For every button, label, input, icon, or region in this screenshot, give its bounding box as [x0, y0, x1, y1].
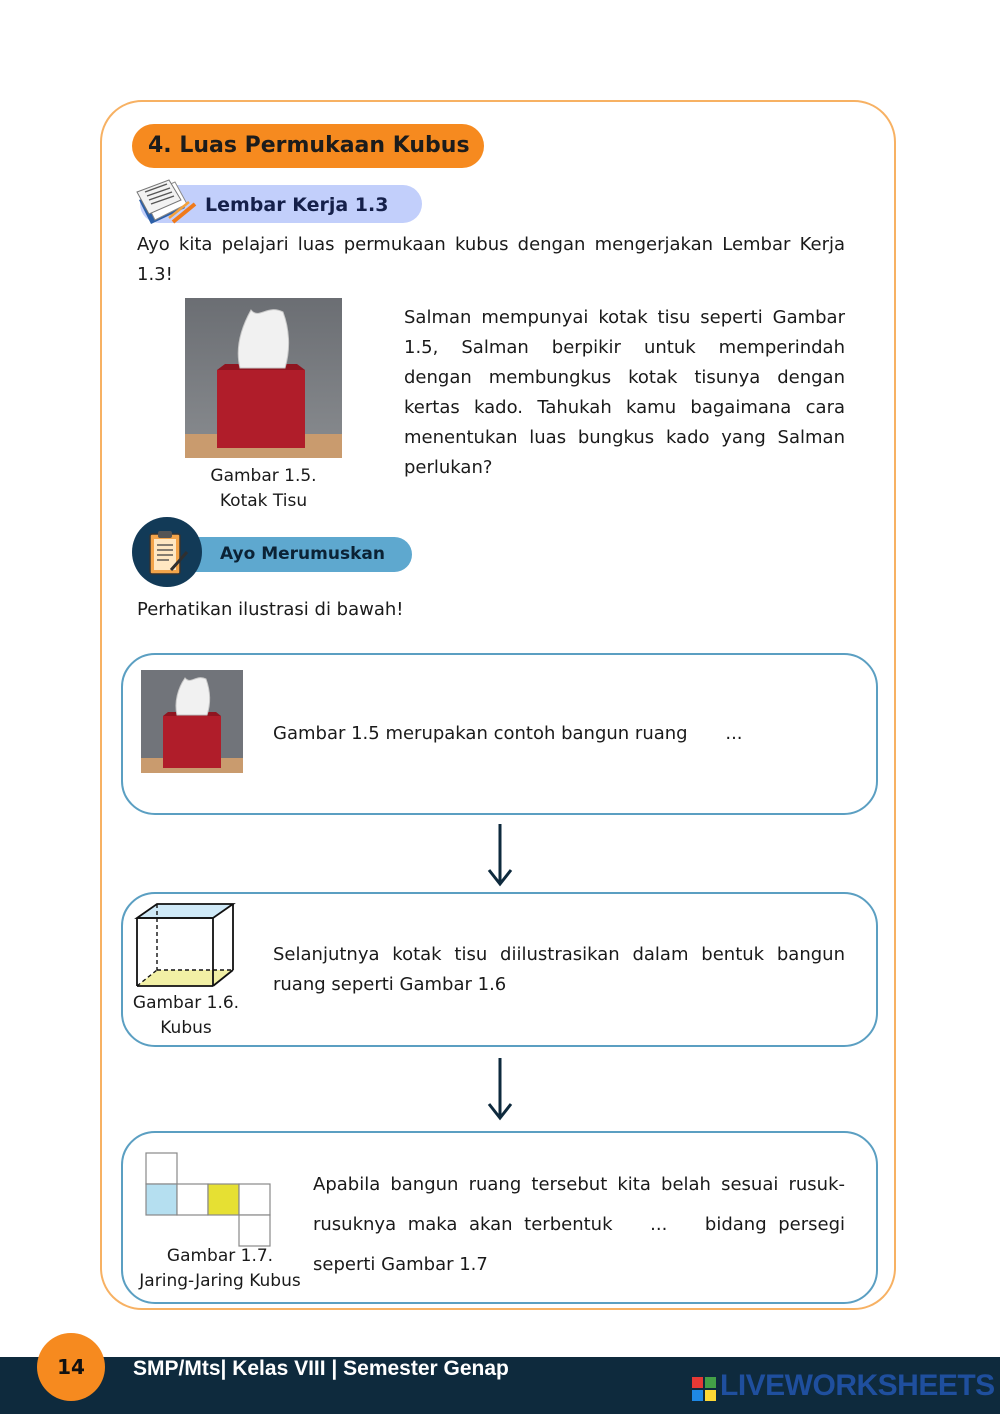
formulate-label: Ayo Merumuskan	[158, 537, 412, 572]
tissue-box-photo	[185, 298, 342, 458]
figure-1-7-caption	[136, 1244, 304, 1294]
cube-net-diagram	[145, 1152, 273, 1247]
worksheet-intro: Ayo kita pelajari luas permukaan kubus dengan mengerjakan Lembar Kerja 1.3!	[137, 234, 845, 285]
cube-diagram	[133, 900, 237, 992]
worksheet-label: Lembar Kerja 1.3	[140, 185, 422, 223]
step1-sentence	[273, 719, 743, 749]
tissue-box-thumbnail	[141, 670, 243, 773]
down-arrow-icon	[485, 1056, 515, 1126]
step2-text: Selanjutnya kotak tisu diilustrasikan dalam bentuk bangun ruang seperti Gambar 1.6	[273, 944, 845, 995]
figure-1-7-caption-line1: Gambar 1.7.	[166, 1246, 274, 1266]
figure-1-5-caption-line2: Kotak Tisu	[219, 491, 308, 511]
liveworksheets-brand[interactable]: LIVEWORKSHEETS	[720, 1369, 995, 1402]
step3-answer-blank[interactable]: ...	[650, 1214, 668, 1235]
step1-text: Gambar 1.5 merupakan contoh bangun ruang	[273, 723, 688, 744]
clipboard-icon	[145, 528, 191, 578]
figure-1-6-caption-line2: Kubus	[160, 1018, 212, 1038]
figure-1-7-caption-line2: Jaring-Jaring Kubus	[139, 1271, 301, 1291]
page-number: 14	[37, 1333, 105, 1401]
story-paragraph: Salman mempunyai kotak tisu seperti Gambar 1.5, Salman berpikir untuk memperindah dengan membungkus kotak tisunya dengan kertas kado. Tahukah kamu bagaimana cara menentukan luas bungkus kado yang Salman perlukan?	[404, 307, 845, 478]
section-title: 4. Luas Permukaan Kubus	[132, 124, 484, 168]
step3-text	[313, 1165, 845, 1285]
formulate-instruction: Perhatikan ilustrasi di bawah!	[137, 599, 404, 620]
step1-answer-blank[interactable]: ...	[725, 723, 743, 744]
figure-1-5-caption-line1: Gambar 1.5.	[210, 466, 317, 486]
footer-title: SMP/Mts| Kelas VIII | Semester Genap	[133, 1357, 509, 1380]
step3-text-before: Apabila bangun ruang tersebut kita belah sesuai rusuk-rusuknya maka akan terbentuk	[313, 1174, 845, 1235]
figure-1-6-caption	[128, 991, 244, 1041]
figure-1-5-caption	[185, 464, 342, 514]
figure-1-6-caption-line1: Gambar 1.6.	[132, 993, 240, 1013]
liveworksheets-logo-icon	[692, 1377, 716, 1401]
papers-icon	[133, 178, 199, 228]
step3-text-after: bidang persegi seperti Gambar 1.7	[313, 1214, 845, 1275]
down-arrow-icon	[485, 822, 515, 892]
